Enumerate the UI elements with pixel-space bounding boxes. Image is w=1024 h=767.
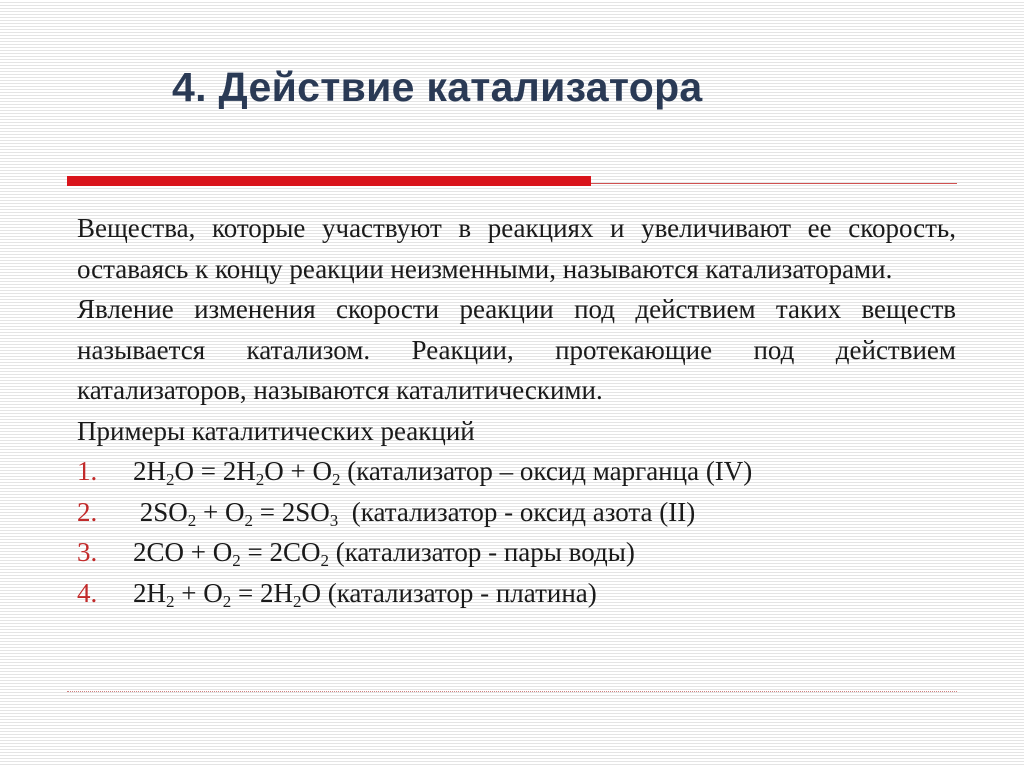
slide-title: 4. Действие катализатора (172, 64, 703, 110)
title-underline-thin (591, 183, 957, 184)
example-reaction-1 (77, 451, 956, 492)
chemical-equation: $2H_2O = 2H_2O + O_2$ (133, 456, 341, 489)
example-number: 2. (77, 496, 98, 527)
definition-catalysts: Вещества, которые участвуют в реакциях и увеличивают ее скорость, оставаясь к концу реакции неизменными, называются катализаторами. (77, 213, 956, 284)
example-reaction-4 (77, 573, 956, 614)
bottom-divider (67, 691, 957, 692)
catalyst-note: (катализатор - платина) (320, 577, 597, 608)
example-text (133, 451, 752, 492)
example-text (133, 492, 695, 533)
example-text (133, 532, 635, 573)
example-text (133, 573, 597, 614)
chemical-equation: $2H_2 + O_2 = 2H_2O$ (133, 577, 321, 611)
catalyst-note: (катализатор - пары воды) (328, 537, 635, 567)
definition-catalysis: Явление изменения скорости реакции под действием таких веществ называется катализом. Реакции, протекающие под действием катализаторов, называются каталитическими. (77, 294, 956, 405)
slide-content (77, 208, 956, 613)
chemical-equation: $2SO_2 + O_2 = 2SO_3$ (133, 496, 339, 530)
catalyst-note: (катализатор – оксид марганца (IV) (340, 456, 753, 486)
example-reaction-3 (77, 532, 956, 573)
chemical-equation: $2CO + O_2 = 2CO_2$ (133, 537, 329, 570)
examples-list (77, 451, 956, 613)
examples-heading: Примеры каталитических реакций (77, 415, 475, 446)
example-reaction-2 (77, 492, 956, 533)
title-underline-red (67, 176, 591, 186)
example-number: 1. (77, 456, 98, 486)
catalyst-note: (катализатор - оксид азота (II) (338, 496, 696, 527)
example-number: 4. (77, 577, 98, 608)
example-number: 3. (77, 537, 98, 567)
